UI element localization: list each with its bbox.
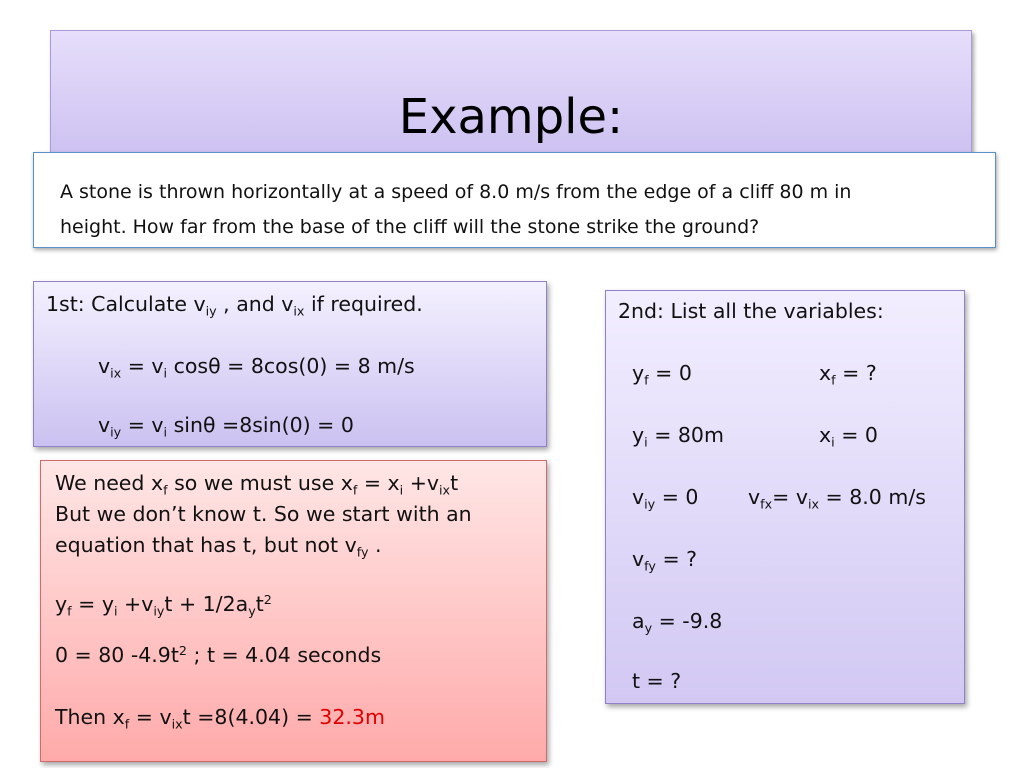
var-sub: fy <box>644 558 656 574</box>
sol-text: so we must use x <box>167 471 353 495</box>
solution-line-5 <box>55 643 381 668</box>
variable-yf <box>632 361 692 386</box>
equation-vix <box>98 354 415 379</box>
equation-viy <box>98 413 354 438</box>
var-text: = ? <box>655 547 698 571</box>
step1-heading-text: if required. <box>304 292 423 316</box>
variable-vfx <box>748 485 926 510</box>
var-text: x <box>819 423 832 447</box>
eq-text: cosθ = 8cos(0) = 8 m/s <box>167 354 415 378</box>
var-sub: iy <box>644 496 656 512</box>
var-text: y <box>632 361 645 385</box>
eq-text: = v <box>121 354 164 378</box>
sol-text: Then x <box>55 705 125 729</box>
var-text: a <box>632 609 645 633</box>
solution-line-6 <box>55 705 385 730</box>
sol-sub: y <box>248 603 256 619</box>
var-text: v <box>748 485 761 509</box>
var-text: v <box>632 547 645 571</box>
sol-sup: 2 <box>178 643 187 659</box>
sol-text: t <box>450 471 459 495</box>
sol-text: We need x <box>55 471 164 495</box>
eq-text: v <box>98 413 111 437</box>
sol-sub: i <box>113 603 118 619</box>
var-text: v <box>632 485 645 509</box>
variable-xi <box>819 423 878 448</box>
step1-heading-text: , and v <box>216 292 294 316</box>
sol-text: = x <box>357 471 400 495</box>
solution-line-4 <box>55 592 272 617</box>
step1-heading-sub: iy <box>205 303 217 319</box>
var-text: = ? <box>835 361 877 385</box>
var-text: = 80m <box>647 423 724 447</box>
sol-sub: f <box>67 603 72 619</box>
sol-sub: f <box>163 482 168 498</box>
sol-sub: f <box>124 716 130 732</box>
var-sub: f <box>831 372 836 388</box>
sol-text: . <box>368 533 382 557</box>
eq-sub: iy <box>110 424 122 440</box>
solution-line-1 <box>55 471 458 496</box>
step2-box <box>605 290 965 704</box>
var-text: = 8.0 m/s <box>819 485 926 509</box>
solution-line-2: But we don’t know t. So we start with an <box>55 502 472 526</box>
sol-text: t =8(4.04) = <box>182 705 320 729</box>
var-sub: fx <box>760 496 773 512</box>
problem-statement <box>33 152 996 248</box>
slide-title: Example: <box>398 89 624 145</box>
step1-heading-text: 1st: Calculate v <box>46 292 206 316</box>
variable-yi <box>632 423 724 448</box>
eq-sub: i <box>163 424 168 440</box>
sol-text: +v <box>403 471 440 495</box>
var-text: x <box>819 361 832 385</box>
var-text: = 0 <box>648 361 692 385</box>
sol-sub: i <box>399 482 404 498</box>
variable-viy <box>632 485 698 510</box>
variable-vfy <box>632 547 697 572</box>
step2-heading: 2nd: List all the variables: <box>618 299 884 323</box>
sol-sub: iy <box>153 603 165 619</box>
sol-text: = y <box>71 592 114 616</box>
final-answer: 32.3m <box>319 705 385 729</box>
var-sub: i <box>831 434 835 450</box>
sol-sup: 2 <box>263 592 272 608</box>
var-text: = -9.8 <box>652 609 723 633</box>
problem-line-1: A stone is thrown horizontally at a speed of 8.0 m/s from the edge of a cliff 80 m in <box>60 181 852 203</box>
var-text: = 0 <box>834 423 878 447</box>
sol-sub: fy <box>356 544 369 560</box>
eq-sub: ix <box>110 365 122 381</box>
sol-sub: ix <box>439 482 451 498</box>
sol-sub: ix <box>171 716 183 732</box>
sol-sub: f <box>352 482 358 498</box>
solution-line-3 <box>55 533 382 558</box>
eq-text: = v <box>121 413 164 437</box>
problem-line-2: height. How far from the base of the cliff will the stone strike the ground? <box>60 216 760 238</box>
sol-text: equation that has t, but not v <box>55 533 357 557</box>
eq-sub: i <box>163 365 168 381</box>
sol-text: t <box>255 592 264 616</box>
variable-ay <box>632 609 722 634</box>
var-sub: i <box>644 434 648 450</box>
step1-heading-sub: ix <box>293 303 305 319</box>
sol-text: t + 1/2a <box>164 592 249 616</box>
solution-box <box>40 460 547 762</box>
var-sub: y <box>644 620 653 636</box>
var-sub: f <box>644 372 649 388</box>
sol-text: = v <box>129 705 172 729</box>
sol-text: 0 = 80 -4.9t <box>55 643 179 667</box>
var-text: = 0 <box>655 485 699 509</box>
var-text: y <box>632 423 645 447</box>
variable-xf <box>819 361 877 386</box>
sol-text: ; t = 4.04 seconds <box>187 643 382 667</box>
step1-heading <box>46 292 423 317</box>
var-text: = v <box>772 485 808 509</box>
eq-text: sinθ =8sin(0) = 0 <box>167 413 354 437</box>
var-sub: ix <box>807 496 820 512</box>
step1-box <box>33 281 547 447</box>
sol-text: +v <box>117 592 154 616</box>
sol-text: y <box>55 592 68 616</box>
variable-t: t = ? <box>632 669 682 693</box>
eq-text: v <box>98 354 111 378</box>
